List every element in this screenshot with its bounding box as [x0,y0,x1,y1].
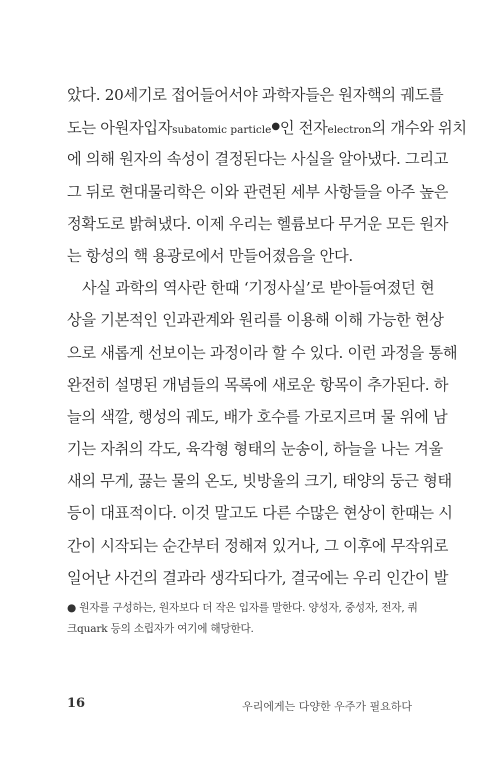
text-line: 는 항성의 핵 용광로에서 만들어졌음을 안다. [67,246,353,265]
text-line: 에 의해 원자의 속성이 결정된다는 사실을 알아냈다. 그리고 [67,150,449,169]
footnote-line: ● 원자를 구성하는, 원자보다 더 작은 입자를 말한다. 양성자, 중성자, 전자, 쿼 [67,602,418,614]
footnote-marker: ● [271,121,280,133]
running-title: 우리에게는 다양한 우주가 필요하다 [242,700,412,713]
text-line: 도는 아원자입자subatomic particle●인 전자electron의 개수와 위치 [67,119,467,138]
text-line: 으로 새롭게 선보이는 과정이라 할 수 있다. 이런 과정을 통해 [67,343,458,362]
text-line: 상을 기본적인 인과관계와 원리를 이용해 이해 가능한 현상 [67,311,444,330]
text-line: 늘의 색깔, 행성의 궤도, 배가 호수를 가로지르며 물 위에 남 [67,407,448,426]
text-line: 기는 자취의 각도, 육각형 형태의 눈송이, 하늘을 나는 겨울 [67,440,443,459]
text-line: 정확도로 밝혀냈다. 이제 우리는 헬륨보다 무거운 모든 원자 [67,214,449,233]
text-line: 완전히 설명된 개념들의 목록에 새로운 항목이 추가된다. 하 [67,375,449,394]
english-term: subatomic particle [172,124,272,137]
text-line: 았다. 20세기로 접어들어서야 과학자들은 원자핵의 궤도를 [67,86,444,104]
text-line: 일어난 사건의 결과라 생각되다가, 결국에는 우리 인간이 발 [67,568,449,587]
text-line: 사실 과학의 역사란 한때 ‘기정사실’로 받아들여졌던 현 [82,279,435,298]
text-line: 등이 대표적이다. 이것 말고도 다른 수많은 현상이 한때는 시 [67,504,453,523]
text-line: 간이 시작되는 순간부터 정해져 있거나, 그 이후에 무작위로 [67,536,449,555]
body-text [67,79,467,594]
page-number: 16 [67,696,86,711]
footnote-marker: ● [67,602,77,614]
page-footer [67,696,412,716]
text-line: 그 뒤로 현대물리학은 이와 관련된 세부 사항들을 아주 높은 [67,182,449,201]
english-term: electron [327,124,372,137]
footnote [67,598,418,640]
text-line: 새의 무게, 끓는 물의 온도, 빗방울의 크기, 태양의 둥근 형태 [67,472,452,491]
footnote-line: 크quark 등의 소립자가 여기에 해당한다. [67,623,254,635]
